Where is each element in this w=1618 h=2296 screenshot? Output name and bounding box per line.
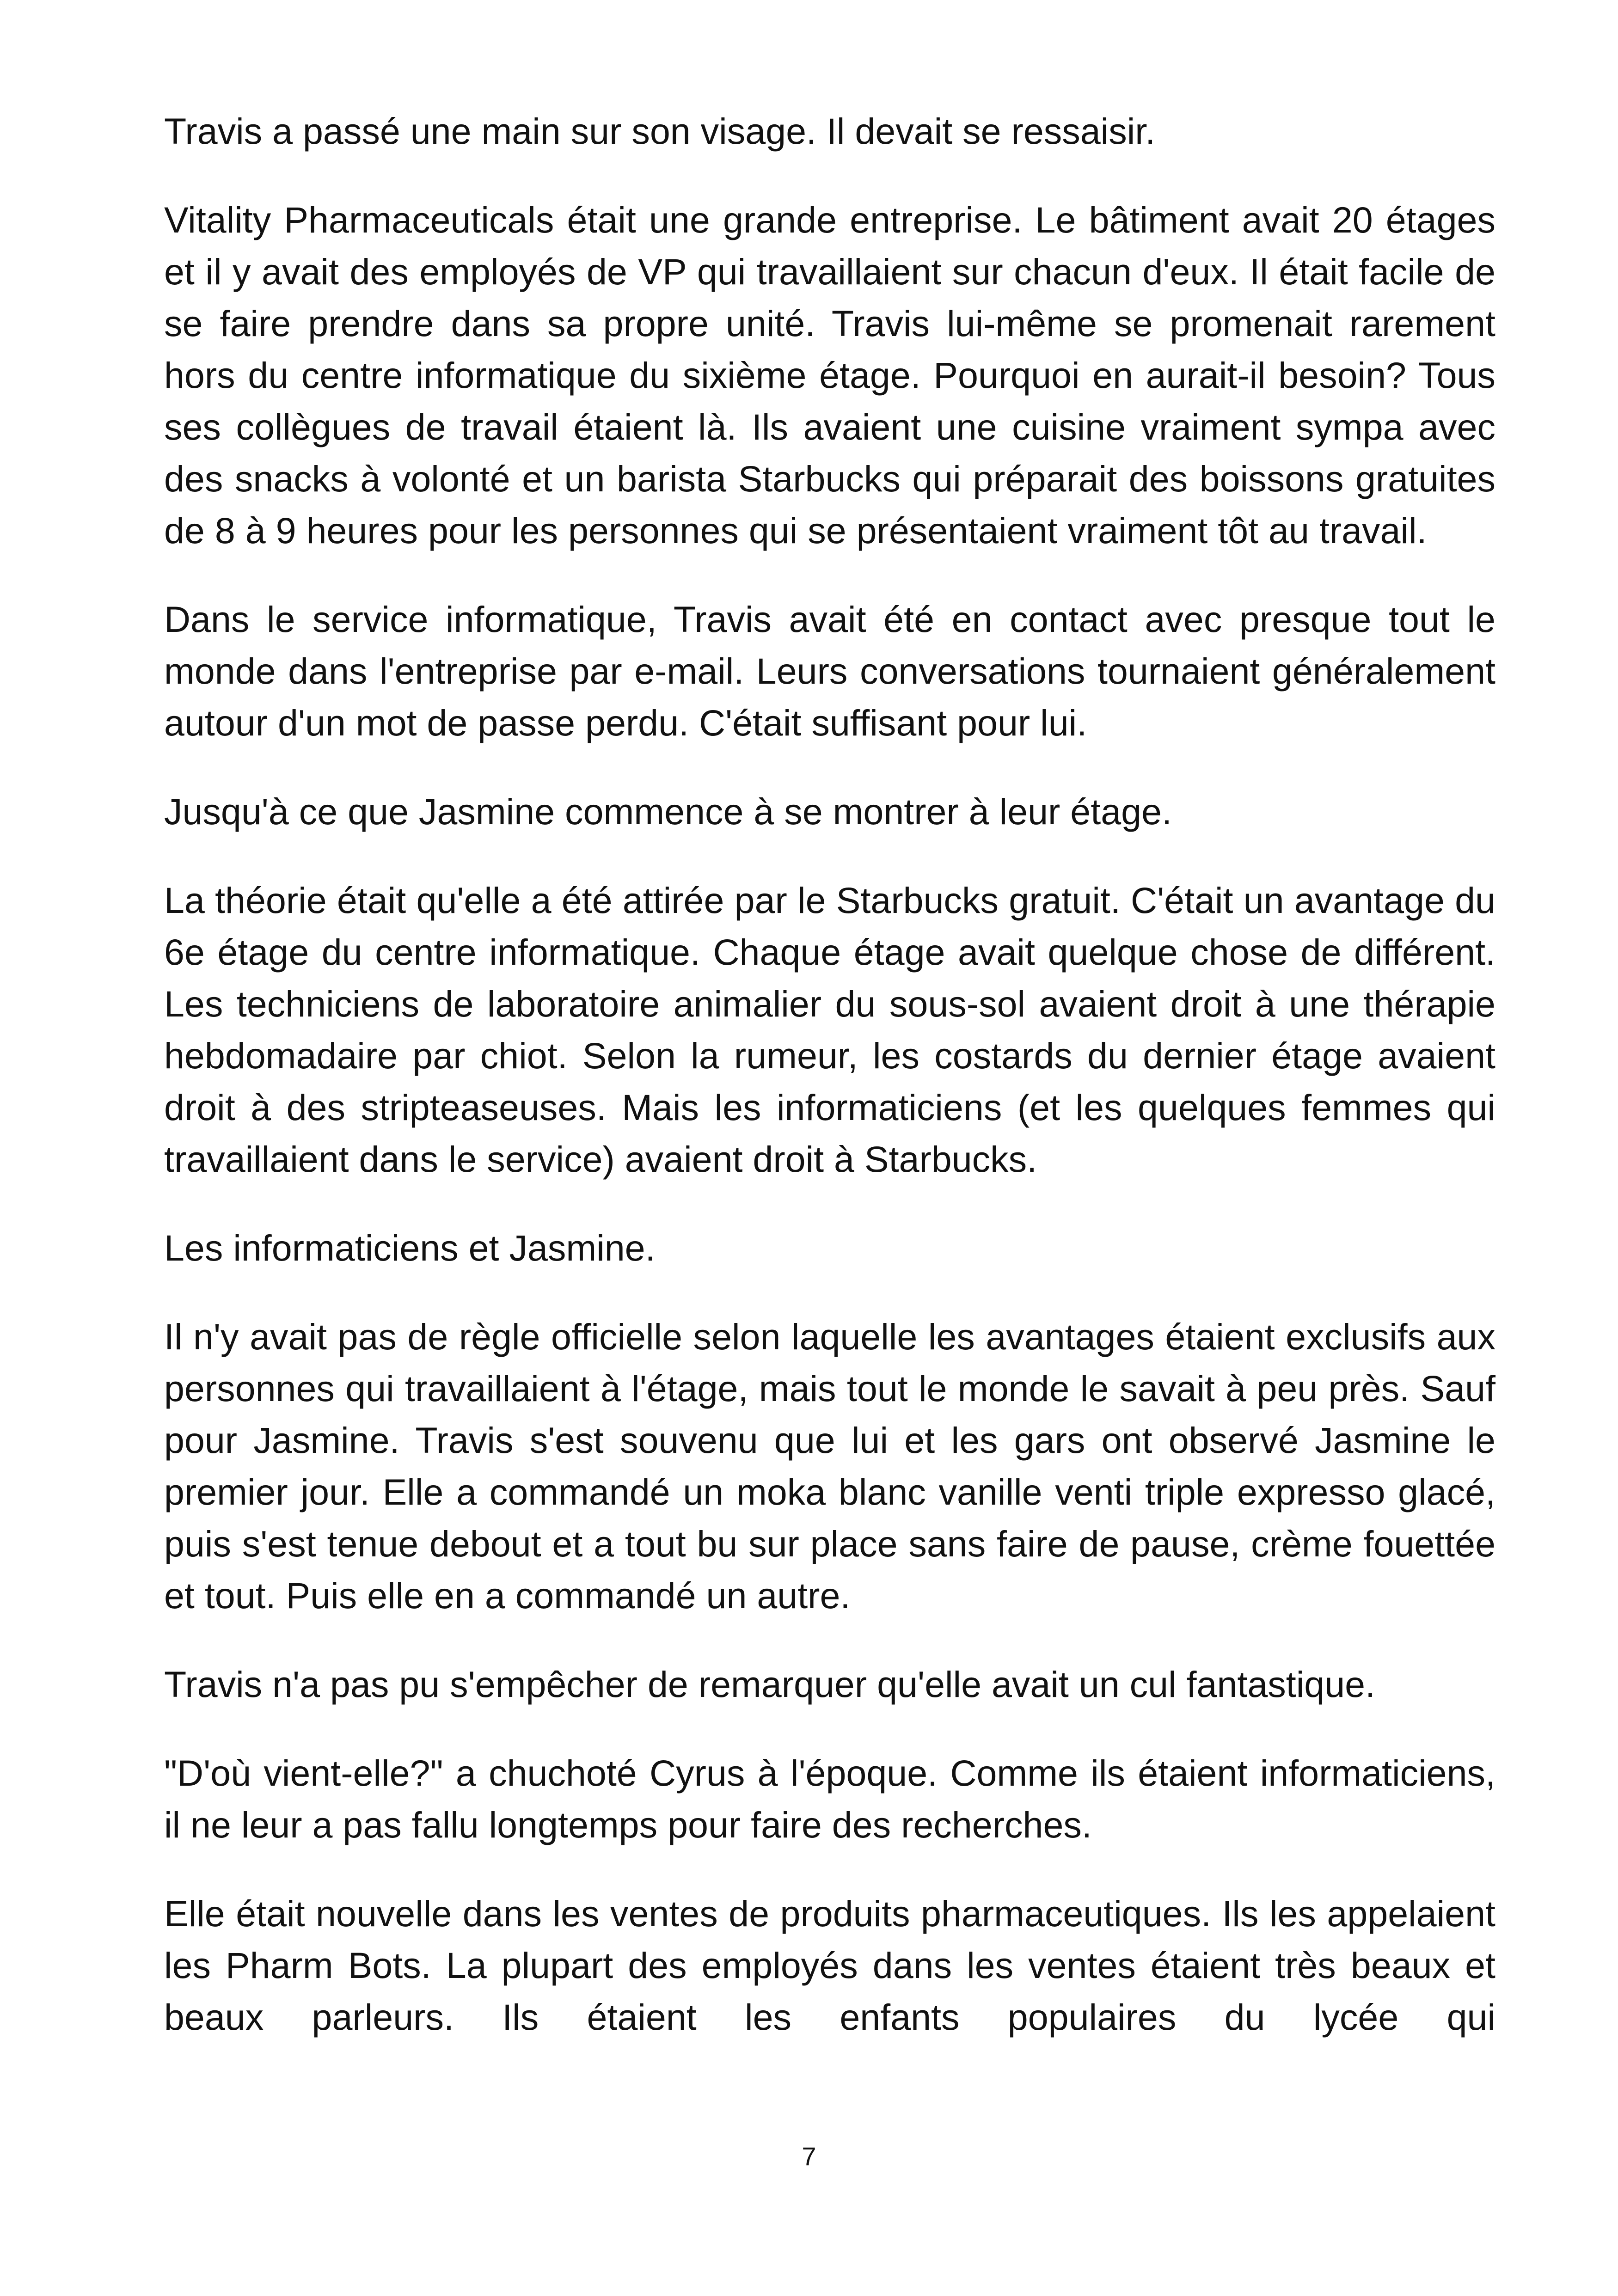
paragraph-6: Les informaticiens et Jasmine. <box>164 1227 656 1268</box>
paragraph-10: Elle était nouvelle dans les ventes de produits pharmaceutiques. Ils les appelaient les Pharm Bots. La plupart des employés dans les ventes étaient très beaux et beaux parleurs. Ils étaient les enfants populaires du lycée qui <box>164 1893 1495 2038</box>
paragraph-4: Jusqu'à ce que Jasmine commence à se montrer à leur étage. <box>164 791 1172 832</box>
paragraph-9: "D'où vient-elle?" a chuchoté Cyrus à l'époque. Comme ils étaient informaticiens, il ne leur a pas fallu longtemps pour faire des recherches. <box>164 1752 1495 1845</box>
paragraph-5: La théorie était qu'elle a été attirée par le Starbucks gratuit. C'était un avantage du 6e étage du centre informatique. Chaque étage avait quelque chose de différent. Les techniciens de laboratoire animalier du sous-sol avaient droit à une thérapie hebdomadaire par chiot. Selon la rumeur, les costards du dernier étage avaient droit à des stripteaseuses. Mais les informaticiens (et les quelques femmes qui travaillaient dans le service) avaient droit à Starbucks. <box>164 880 1495 1180</box>
paragraph-1: Travis a passé une main sur son visage. Il devait se ressaisir. <box>164 110 1156 152</box>
body-text <box>164 105 1495 2043</box>
page-number: 7 <box>802 2142 816 2171</box>
paragraph-7: Il n'y avait pas de règle officielle selon laquelle les avantages étaient exclusifs aux personnes qui travaillaient à l'étage, mais tout le monde le savait à peu près. Sauf pour Jasmine. Travis s'est souvenu que lui et les gars ont observé Jasmine le premier jour. Elle a commandé un moka blanc vanille venti triple expresso glacé, puis s'est tenue debout et a tout bu sur place sans faire de pause, crème fouettée et tout. Puis elle en a commandé un autre. <box>164 1316 1495 1616</box>
paragraph-2: Vitality Pharmaceuticals était une grande entreprise. Le bâtiment avait 20 étages et il y avait des employés de VP qui travaillaient sur chacun d'eux. Il était facile de se faire prendre dans sa propre unité. Travis lui-même se promenait rarement hors du centre informatique du sixième étage. Pourquoi en aurait-il besoin? Tous ses collègues de travail étaient là. Ils avaient une cuisine vraiment sympa avec des snacks à volonté et un barista Starbucks qui préparait des boissons gratuites de 8 à 9 heures pour les personnes qui se présentaient vraiment tôt au travail. <box>164 199 1495 551</box>
paragraph-3: Dans le service informatique, Travis avait été en contact avec presque tout le monde dans l'entreprise par e-mail. Leurs conversations tournaient généralement autour d'un mot de passe perdu. C'était suffisant pour lui. <box>164 599 1495 743</box>
paragraph-8: Travis n'a pas pu s'empêcher de remarquer qu'elle avait un cul fantastique. <box>164 1664 1376 1705</box>
